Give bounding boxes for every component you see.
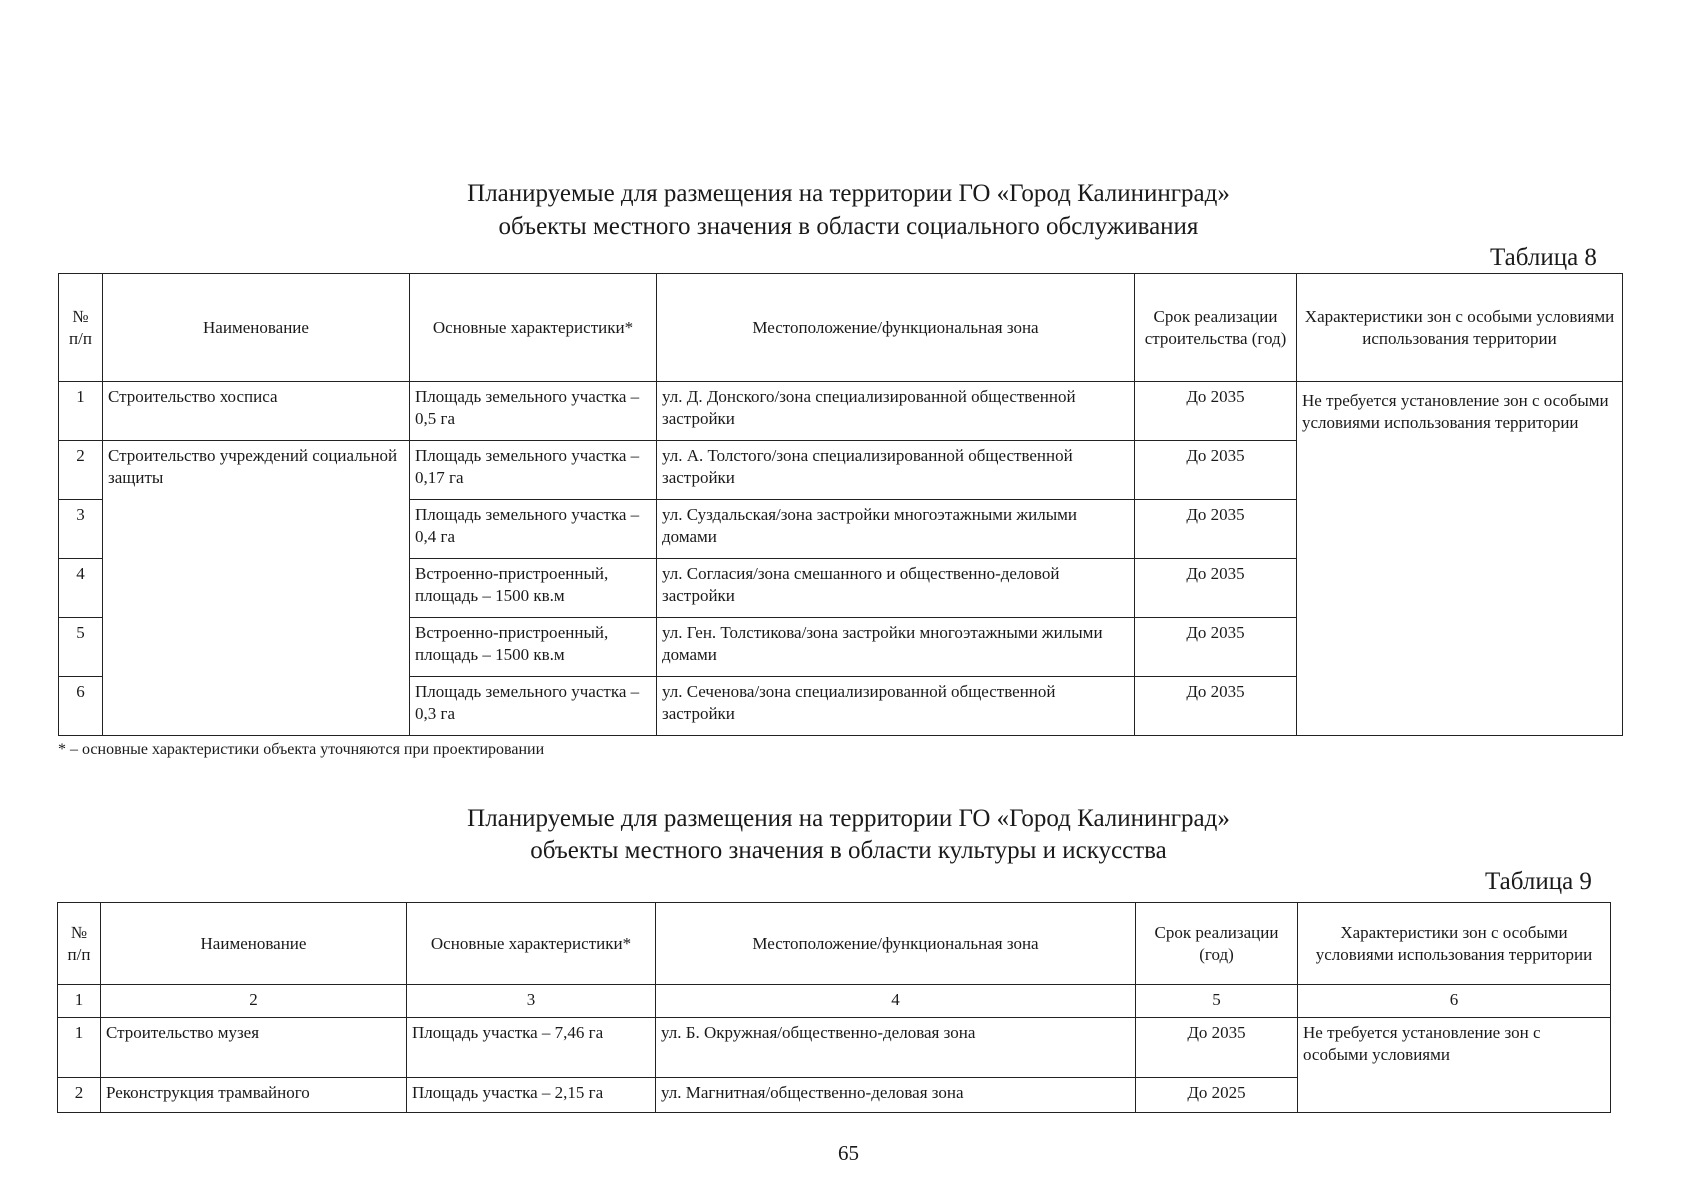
zones-cell: Не требуется установление зон с особыми условиями xyxy=(1298,1018,1611,1113)
table9-label: Таблица 9 xyxy=(1485,868,1592,895)
column-number: 1 xyxy=(58,985,101,1018)
column-number: 5 xyxy=(1136,985,1298,1018)
row-num: 4 xyxy=(59,559,103,618)
header-location: Местоположение/функциональная зона xyxy=(657,274,1135,382)
row-term: До 2035 xyxy=(1135,677,1297,736)
table9 xyxy=(57,902,1611,1113)
row-location: ул. Согласия/зона смешанного и общественно-деловой застройки xyxy=(657,559,1135,618)
row-term: До 2035 xyxy=(1135,441,1297,500)
row-location: ул. Магнитная/общественно-деловая зона xyxy=(656,1078,1136,1113)
row-name: Строительство музея xyxy=(101,1018,407,1078)
row-num: 6 xyxy=(59,677,103,736)
row-term: До 2035 xyxy=(1135,500,1297,559)
row-location: ул. Ген. Толстикова/зона застройки многоэтажными жилыми домами xyxy=(657,618,1135,677)
header-characteristics: Основные характеристики* xyxy=(410,274,657,382)
row-term: До 2035 xyxy=(1135,382,1297,441)
column-number: 2 xyxy=(101,985,407,1018)
table8-header-row xyxy=(59,274,1623,382)
row-term: До 2035 xyxy=(1135,559,1297,618)
page-number: 65 xyxy=(838,1141,859,1165)
table8-label: Таблица 8 xyxy=(1490,244,1597,271)
table9-header-row xyxy=(58,903,1611,985)
row-location: ул. Сеченова/зона специализированной общественной застройки xyxy=(657,677,1135,736)
row-num: 1 xyxy=(58,1018,101,1078)
header-name: Наименование xyxy=(103,274,410,382)
header-characteristics: Основные характеристики* xyxy=(407,903,656,985)
header-term: Срок реализации строительства (год) xyxy=(1135,274,1297,382)
row-term: До 2035 xyxy=(1136,1018,1298,1078)
row-characteristics: Встроенно-пристроенный, площадь – 1500 кв.м xyxy=(410,618,657,677)
table-row xyxy=(58,1018,1611,1078)
header-num: № п/п xyxy=(59,274,103,382)
column-number: 3 xyxy=(407,985,656,1018)
row-term: До 2025 xyxy=(1136,1078,1298,1113)
row-characteristics: Площадь земельного участка – 0,5 га xyxy=(410,382,657,441)
column-number-row xyxy=(58,985,1611,1018)
row-location: ул. Суздальская/зона застройки многоэтажными жилыми домами xyxy=(657,500,1135,559)
header-term: Срок реализации (год) xyxy=(1136,903,1298,985)
row-num: 2 xyxy=(59,441,103,500)
row-num: 5 xyxy=(59,618,103,677)
row-term: До 2035 xyxy=(1135,618,1297,677)
row-location: ул. Д. Донского/зона специализированной общественной застройки xyxy=(657,382,1135,441)
row-characteristics: Площадь участка – 2,15 га xyxy=(407,1078,656,1113)
table8-title-line1: Планируемые для размещения на территории ГО «Город Калининград» xyxy=(467,180,1230,207)
row-characteristics: Площадь земельного участка – 0,3 га xyxy=(410,677,657,736)
column-number: 4 xyxy=(656,985,1136,1018)
table9-title-line2: объекты местного значения в области культуры и искусства xyxy=(530,837,1167,864)
header-zones: Характеристики зон с особыми условиями использования территории xyxy=(1297,274,1623,382)
column-number: 6 xyxy=(1298,985,1611,1018)
header-location: Местоположение/функциональная зона xyxy=(656,903,1136,985)
row-name: Строительство учреждений социальной защиты xyxy=(103,441,410,736)
footnote: * – основные характеристики объекта уточняются при проектировании xyxy=(58,741,545,758)
zones-cell: Не требуется установление зон с особыми условиями использования территории xyxy=(1297,382,1623,736)
row-location: ул. А. Толстого/зона специализированной общественной застройки xyxy=(657,441,1135,500)
row-characteristics: Площадь земельного участка – 0,4 га xyxy=(410,500,657,559)
table8-title-line2: объекты местного значения в области социального обслуживания xyxy=(498,213,1199,240)
row-characteristics: Встроенно-пристроенный, площадь – 1500 кв.м xyxy=(410,559,657,618)
row-characteristics: Площадь участка – 7,46 га xyxy=(407,1018,656,1078)
header-num: № п/п xyxy=(58,903,101,985)
row-num: 2 xyxy=(58,1078,101,1113)
row-location: ул. Б. Окружная/общественно-деловая зона xyxy=(656,1018,1136,1078)
row-name: Реконструкция трамвайного xyxy=(101,1078,407,1113)
table8 xyxy=(58,273,1623,736)
row-name: Строительство хосписа xyxy=(103,382,410,441)
row-characteristics: Площадь земельного участка – 0,17 га xyxy=(410,441,657,500)
row-num: 3 xyxy=(59,500,103,559)
row-num: 1 xyxy=(59,382,103,441)
header-zones: Характеристики зон с особыми условиями использования территории xyxy=(1298,903,1611,985)
table9-title-line1: Планируемые для размещения на территории ГО «Город Калининград» xyxy=(467,805,1230,832)
header-name: Наименование xyxy=(101,903,407,985)
table-row xyxy=(59,382,1623,441)
